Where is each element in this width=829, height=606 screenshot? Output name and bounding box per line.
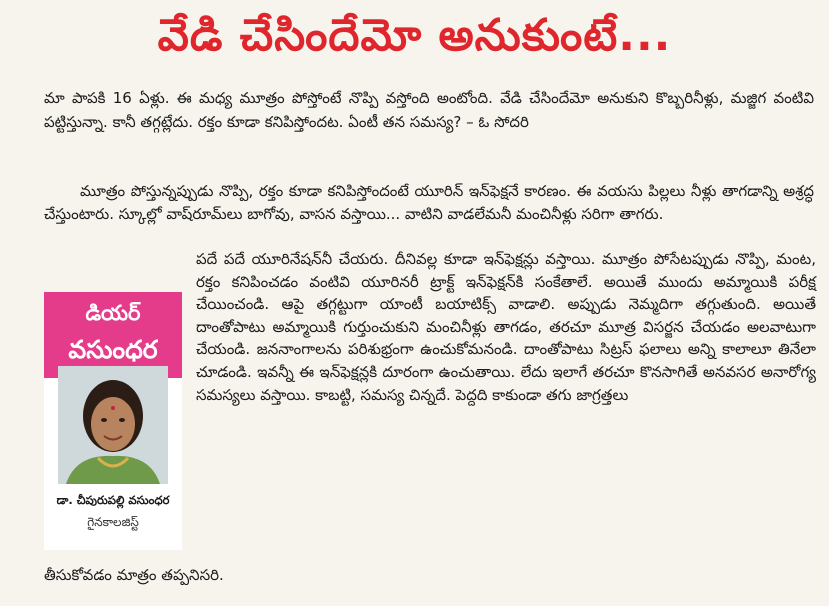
columnist-photo [58,366,168,484]
column-title-line1: డియర్ [85,301,141,325]
columnist-designation: గైనకాలజిస్ట్ [87,515,139,529]
answer-paragraph-top: మూత్రం పోస్తున్నప్పుడు నొప్పి, రక్తం కూడా కనిపిస్తోందంటే యూరిన్ ఇన్‌ఫెక్షనే కారణం. ఈ వయసు పిల్లలు నీళ్లు తాగడాన్ని అశ్రద్ధ చేస్తుంటారు. స్కూల్లో వాష్‌రూమ్‌లు బాగోవు, వాసన వస్తాయి... వాటిని వాడలేమనీ మంచినీళ్లు సరిగా తాగరు. [44,182,814,223]
answer-paragraph-last: తీసుకోవడం మాత్రం తప్పనిసరి. [44,566,224,584]
column-title-line2: వసుంధర [68,335,158,364]
columnist-name: డా. చీపురుపల్లి వసుంధర [56,493,170,507]
reader-question: మా పాపకి 16 ఏళ్లు. ఈ మధ్య మూత్రం పోస్తోంటే నొప్పి వస్తోంది అంటోంది. వేడి చేసిందేమో అనుకుని కొబ్బరినీళ్లు, మజ్జిగ వంటివి పట్టిస్తున్నా. కానీ తగ్గట్లేదు. రక్తం కూడా కనిపిస్తోందట. ఏంటీ తన సమస్య? – ఓ సోదరి [44,89,814,131]
answer-paragraph-side: పదే పదే యూరినేషన్‌నీ చేయరు. దీనివల్ల కూడా ఇన్‌ఫెక్షన్లు వస్తాయి. మూత్రం పోసేటప్పుడు నొప్పి, మంట, రక్తం కనిపించడం వంటివి యూరినరీ ట్రాక్ట్ ఇన్‌ఫెక్షన్‌కి సంకేతాలే. అయితే ముందు అమ్మాయికి పరీక్ష చేయించండి. ఆపై తగ్గట్టుగా యాంటీ బయాటిక్స్ వాడాలి. అప్పుడు నెమ్మదిగా తగ్గుతుంది. అయితే దాంతోపాటు అమ్మాయికి గుర్తుంచుకుని మంచినీళ్లు తాగడం, తరచూ మూత్ర విసర్జన చేయడం అలవాటుగా చేయండి. జననాంగాలను పరిశుభ్రంగా ఉంచుకోమనండి. దాంతోపాటు సిట్రస్ ఫలాలు అన్ని కాలాలూ తినేలా చూడండి. ఇవన్నీ ఈ ఇన్‌ఫెక్షన్లకి దూరంగా ఉంచుతాయి. లేదు ఇలాగే తరచూ కొనసాగితే అనవసర అనారోగ్య సమస్యలు వస్తాయి. కాబట్టి, సమస్య చిన్నదే. పెద్దది కాకుండా తగు జాగ్రత్తలు [196,250,816,404]
columnist-box [44,292,182,550]
headline: వేడి చేసిందేమో అనుకుంటే... [157,10,672,61]
